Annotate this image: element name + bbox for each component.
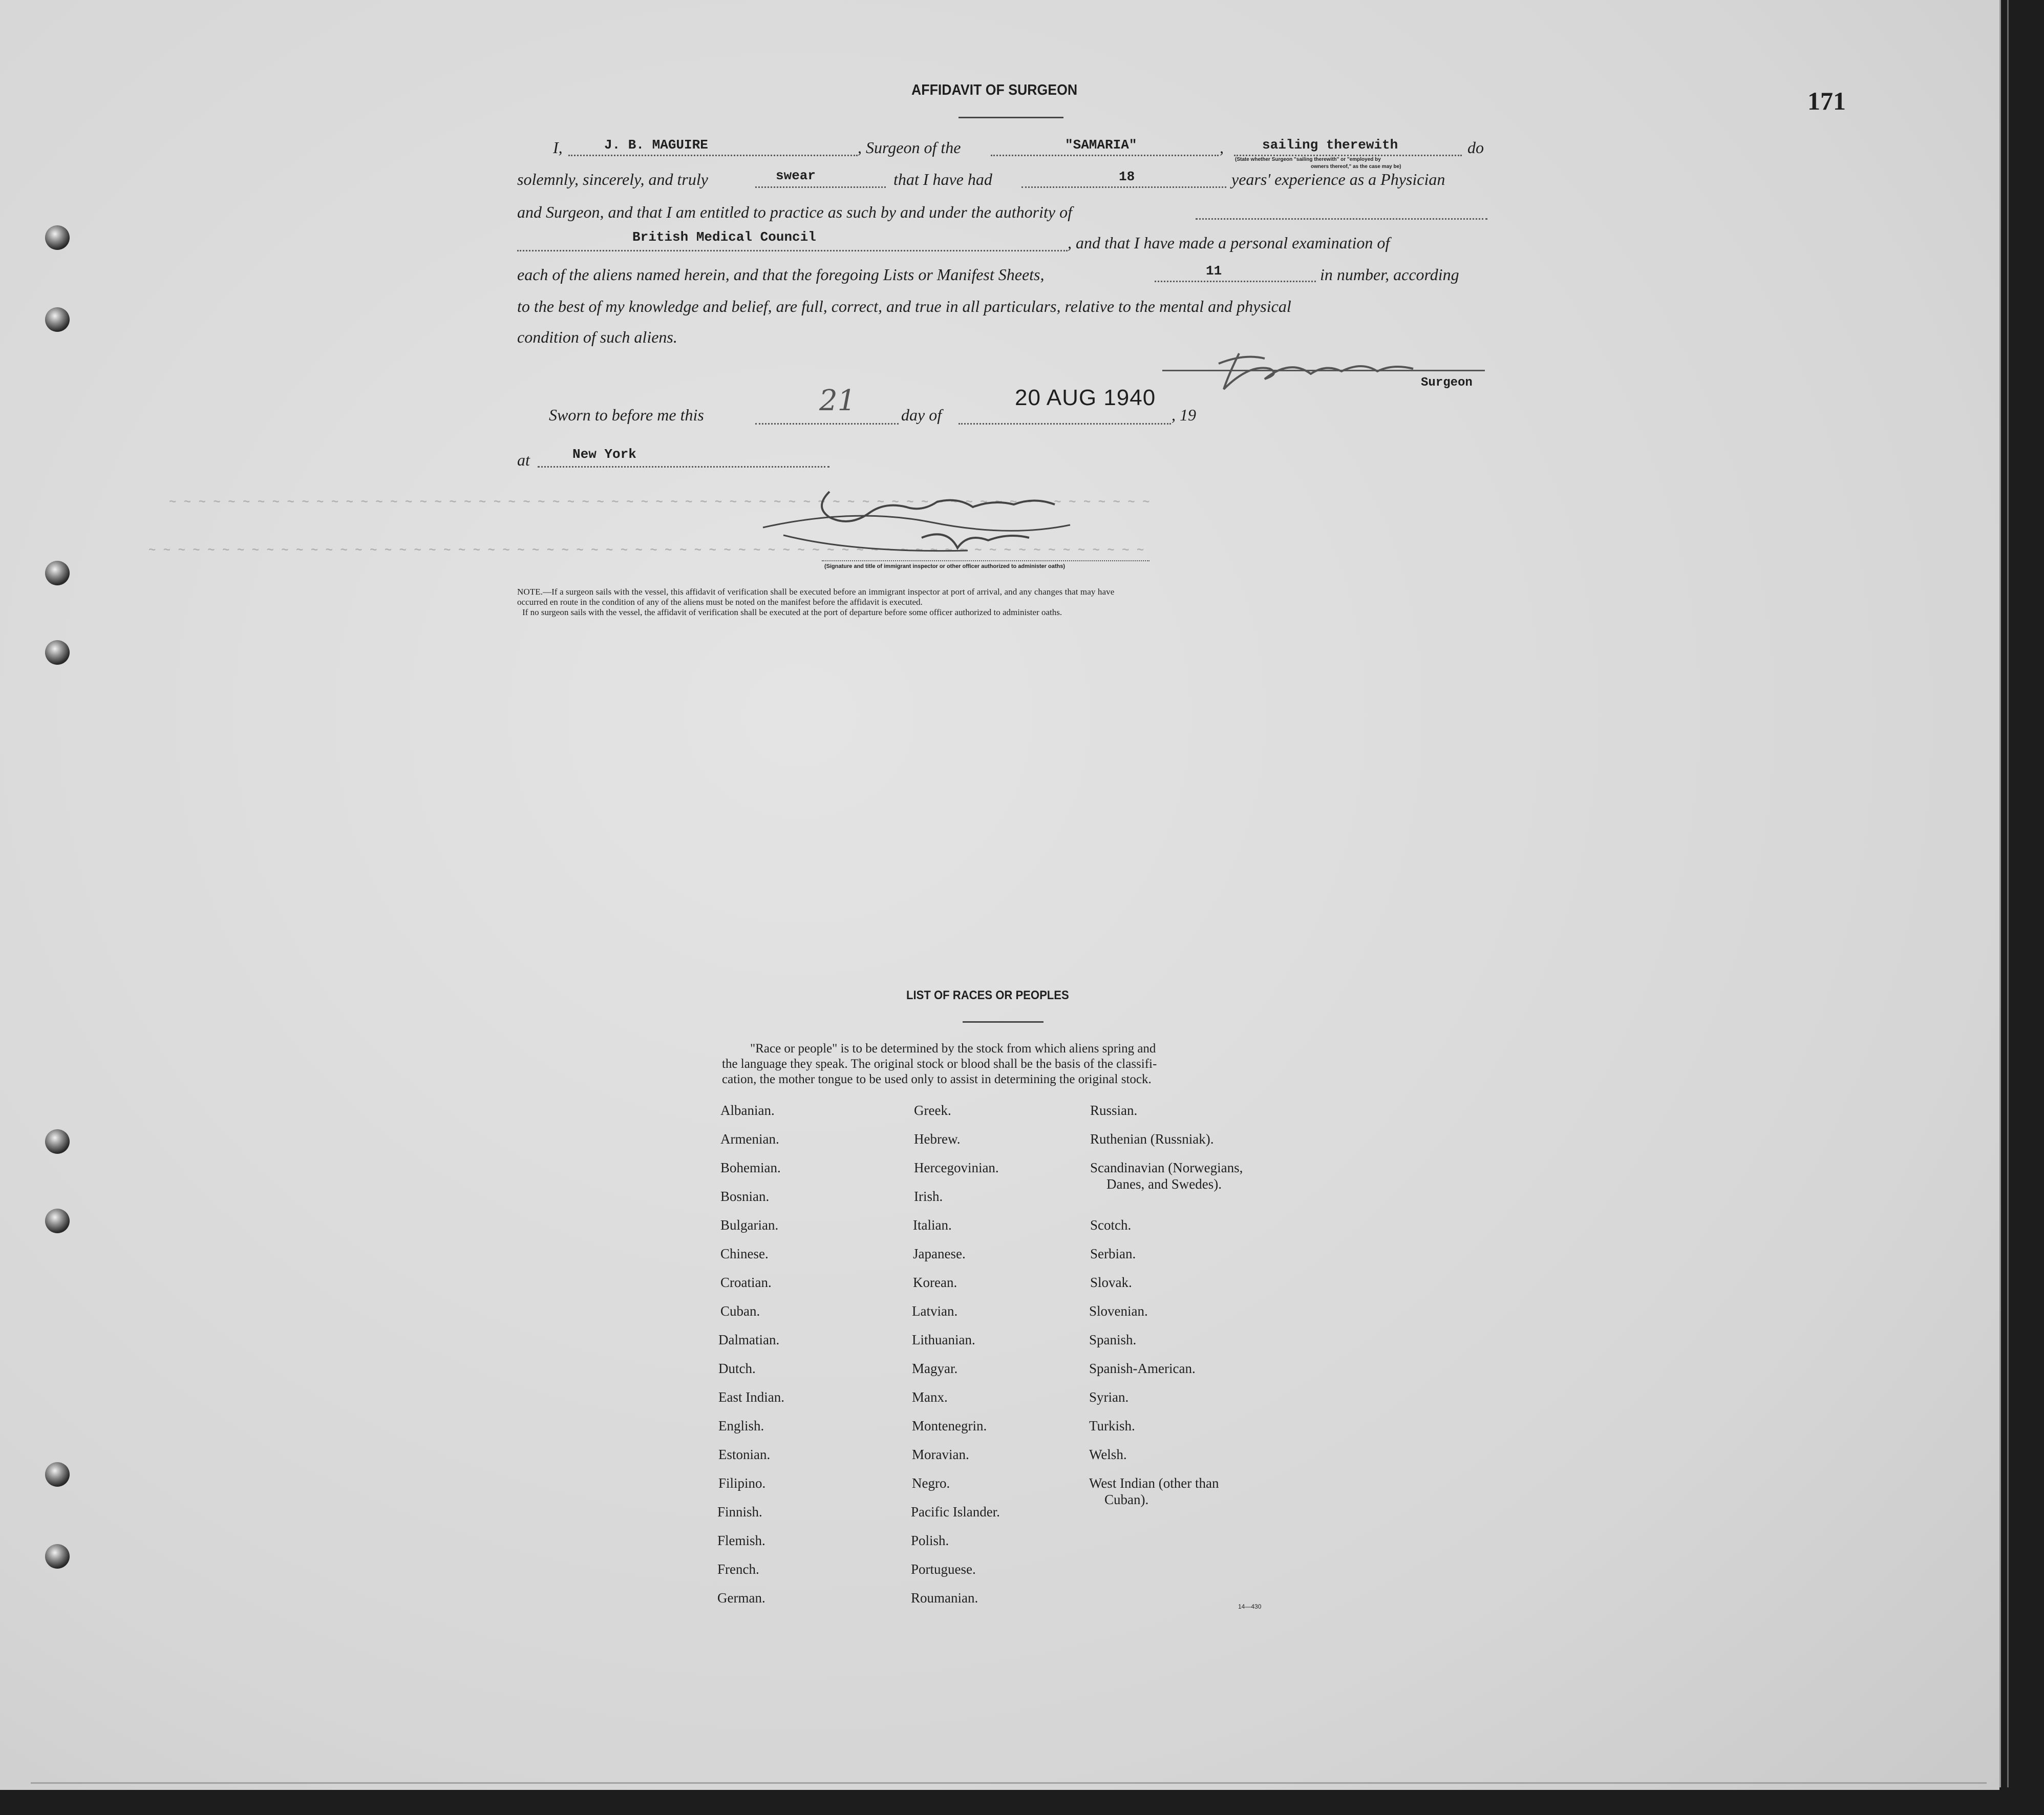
affidavit-text: , Surgeon of the bbox=[858, 138, 961, 157]
page-edge bbox=[1999, 0, 2001, 1787]
race-item: Ruthenian (Russniak). bbox=[1090, 1131, 1214, 1147]
races-title-rule bbox=[963, 1021, 1044, 1023]
race-item: Dalmatian. bbox=[718, 1332, 780, 1347]
race-item: Spanish-American. bbox=[1089, 1361, 1196, 1376]
page-bottom-edge bbox=[31, 1782, 1987, 1784]
inspector-signature bbox=[753, 476, 1111, 568]
sworn-place: New York bbox=[572, 447, 636, 462]
race-item: Magyar. bbox=[912, 1361, 958, 1376]
ship-line bbox=[991, 155, 1219, 156]
race-item: Moravian. bbox=[912, 1447, 969, 1462]
ship-name: "SAMARIA" bbox=[1065, 137, 1137, 153]
race-item: Hebrew. bbox=[914, 1131, 961, 1147]
affidavit-text: at bbox=[517, 451, 530, 469]
race-item: Turkish. bbox=[1089, 1418, 1135, 1433]
race-item: Armenian. bbox=[720, 1131, 779, 1147]
races-intro: the language they speak. The original stock or blood shall be the basis of the classifi- bbox=[722, 1057, 1157, 1071]
race-item: Korean. bbox=[913, 1275, 957, 1290]
affidavit-text: to the best of my knowledge and belief, are full, correct, and true in all particulars, relative to the mental and physical bbox=[517, 297, 1291, 315]
race-item: Bulgarian. bbox=[720, 1217, 779, 1233]
affidavit-text: day of bbox=[901, 406, 942, 424]
race-item: Bosnian. bbox=[720, 1189, 770, 1204]
note-line: If no surgeon sails with the vessel, the affidavit of verification shall be executed at the port of departure before some officer authorized to administer oaths. bbox=[522, 607, 1062, 617]
affidavit-text: , bbox=[1220, 138, 1224, 157]
race-item: French. bbox=[717, 1561, 759, 1577]
race-item: Russian. bbox=[1090, 1103, 1138, 1118]
race-item: Flemish. bbox=[717, 1533, 765, 1548]
note-line: occurred en route in the condition of any of the aliens must be noted on the manifest before the affidavit is executed. bbox=[517, 597, 923, 607]
race-item: East Indian. bbox=[718, 1389, 784, 1405]
years-experience: 18 bbox=[1119, 169, 1135, 184]
count-line bbox=[1155, 281, 1316, 282]
affidavit-text: , and that I have made a personal examination of bbox=[1068, 234, 1390, 252]
status-note: (State whether Surgeon "sailing therewith" or "employed by bbox=[1235, 157, 1381, 162]
page-number: 171 bbox=[1807, 87, 1846, 115]
date-stamp: 20 AUG 1940 bbox=[1015, 385, 1156, 410]
binder-hole bbox=[45, 225, 70, 250]
place-line bbox=[538, 466, 829, 468]
race-item: Dutch. bbox=[718, 1361, 756, 1376]
race-item: Portuguese. bbox=[911, 1561, 976, 1577]
licensing-authority: British Medical Council bbox=[632, 229, 816, 245]
race-item: Slovak. bbox=[1090, 1275, 1132, 1290]
race-item: German. bbox=[717, 1590, 765, 1606]
affidavit-text: solemnly, sincerely, and truly bbox=[517, 170, 708, 188]
race-item: Welsh. bbox=[1089, 1447, 1127, 1462]
race-item: West Indian (other than bbox=[1089, 1475, 1219, 1491]
oath-line bbox=[755, 186, 886, 188]
bleed-through-text: ~ ~ ~ ~ ~ ~ ~ ~ ~ ~ ~ ~ ~ ~ ~ ~ ~ ~ ~ ~ ~ ~ ~ ~ ~ ~ ~ ~ ~ ~ ~ ~ ~ ~ ~ ~ ~ ~ ~ ~ ~ ~ ~ ~ ~ ~ ~ ~ ~ ~ ~ ~ ~ ~ ~ ~ ~ ~ ~ ~ ~ ~ ~ ~ ~ ~ ~ ~ bbox=[148, 544, 1144, 558]
status-note: owners thereof," as the case may be) bbox=[1311, 164, 1401, 170]
race-item: Polish. bbox=[911, 1533, 949, 1548]
race-item: Scotch. bbox=[1090, 1217, 1132, 1233]
surgeon-label: Surgeon bbox=[1421, 376, 1473, 390]
race-item: Scandinavian (Norwegians, bbox=[1090, 1160, 1243, 1175]
race-item: Manx. bbox=[912, 1389, 948, 1405]
race-item: Slovenian. bbox=[1089, 1303, 1148, 1319]
status-line bbox=[1234, 155, 1462, 156]
race-item: Chinese. bbox=[720, 1246, 769, 1261]
race-item: Hercegovinian. bbox=[914, 1160, 999, 1175]
race-item: Japanese. bbox=[913, 1246, 966, 1261]
race-item: Roumanian. bbox=[911, 1590, 978, 1606]
race-item: Latvian. bbox=[912, 1303, 958, 1319]
day-line bbox=[755, 423, 899, 425]
affidavit-text: Sworn to before me this bbox=[549, 406, 704, 424]
binder-hole bbox=[45, 307, 70, 332]
page-edge bbox=[2007, 0, 2009, 1787]
race-item: Italian. bbox=[913, 1217, 952, 1233]
race-item: English. bbox=[718, 1418, 764, 1433]
affidavit-text: do bbox=[1467, 138, 1484, 157]
race-item: Filipino. bbox=[718, 1475, 766, 1491]
surgeon-name: J. B. MAGUIRE bbox=[604, 137, 708, 153]
race-item: Greek. bbox=[914, 1103, 951, 1118]
affidavit-text: in number, according bbox=[1320, 265, 1459, 284]
race-item: Croatian. bbox=[720, 1275, 772, 1290]
oath-word: swear bbox=[776, 168, 816, 183]
binder-hole bbox=[45, 1462, 70, 1487]
binder-hole bbox=[45, 1209, 70, 1233]
race-item: Irish. bbox=[914, 1189, 943, 1204]
race-item: Finnish. bbox=[717, 1504, 762, 1519]
race-item: Syrian. bbox=[1089, 1389, 1129, 1405]
affidavit-text: and Surgeon, and that I am entitled to practice as such by and under the authority of bbox=[517, 203, 1072, 221]
affidavit-text: years' experience as a Physician bbox=[1231, 170, 1445, 188]
form-number: 14—430 bbox=[1238, 1603, 1262, 1610]
affidavit-text: I, bbox=[553, 138, 563, 157]
date-line bbox=[959, 423, 1171, 425]
race-item: Negro. bbox=[912, 1475, 950, 1491]
bleed-through-text: ~ ~ ~ ~ ~ ~ ~ ~ ~ ~ ~ ~ ~ ~ ~ ~ ~ ~ ~ ~ ~ ~ ~ ~ ~ ~ ~ ~ ~ ~ ~ ~ ~ ~ ~ ~ ~ ~ ~ ~ ~ ~ ~ ~ ~ ~ ~ ~ ~ ~ ~ ~ ~ ~ ~ ~ ~ ~ ~ ~ ~ ~ ~ ~ ~ ~ ~ bbox=[169, 496, 1150, 510]
race-item-continuation: Cuban). bbox=[1104, 1492, 1149, 1507]
binder-hole bbox=[45, 1129, 70, 1154]
race-item-continuation: Danes, and Swedes). bbox=[1106, 1176, 1222, 1192]
races-intro: "Race or people" is to be determined by the stock from which aliens spring and bbox=[750, 1042, 1156, 1056]
sworn-day-handwritten: 21 bbox=[819, 384, 856, 417]
signature-caption: (Signature and title of immigrant inspector or other officer authorized to administer oaths) bbox=[824, 563, 1065, 569]
binder-hole bbox=[45, 1544, 70, 1569]
binder-hole bbox=[45, 640, 70, 665]
note-line: NOTE.—If a surgeon sails with the vessel, this affidavit of verification shall be executed before an immigrant inspector at port of arrival, and any changes that may have bbox=[517, 587, 1115, 597]
race-item: Albanian. bbox=[720, 1103, 775, 1118]
race-item: Estonian. bbox=[718, 1447, 771, 1462]
affidavit-text: condition of such aliens. bbox=[517, 328, 677, 346]
affidavit-title: AFFIDAVIT OF SURGEON bbox=[911, 82, 1078, 98]
years-line bbox=[1021, 186, 1226, 188]
surgeon-status: sailing therewith bbox=[1262, 137, 1398, 153]
name-line bbox=[568, 155, 858, 156]
race-item: Spanish. bbox=[1089, 1332, 1137, 1347]
affidavit-text: , 19 bbox=[1172, 406, 1196, 424]
authority-line-start bbox=[1196, 218, 1487, 220]
surgeon-signature bbox=[1208, 343, 1444, 399]
race-item: Serbian. bbox=[1090, 1246, 1136, 1261]
binder-hole bbox=[45, 561, 70, 585]
race-item: Bohemian. bbox=[720, 1160, 781, 1175]
races-title: LIST OF RACES OR PEOPLES bbox=[906, 988, 1069, 1002]
races-intro: cation, the mother tongue to be used only to assist in determining the original stock. bbox=[722, 1072, 1152, 1086]
authority-line bbox=[517, 250, 1068, 251]
title-rule bbox=[959, 117, 1063, 118]
race-item: Montenegrin. bbox=[912, 1418, 987, 1433]
affidavit-text: that I have had bbox=[893, 170, 992, 188]
race-item: Cuban. bbox=[720, 1303, 760, 1319]
manifest-sheet-count: 11 bbox=[1206, 263, 1222, 279]
race-item: Pacific Islander. bbox=[911, 1504, 1000, 1519]
race-item: Lithuanian. bbox=[912, 1332, 975, 1347]
affidavit-text: each of the aliens named herein, and that the foregoing Lists or Manifest Sheets, bbox=[517, 265, 1045, 284]
